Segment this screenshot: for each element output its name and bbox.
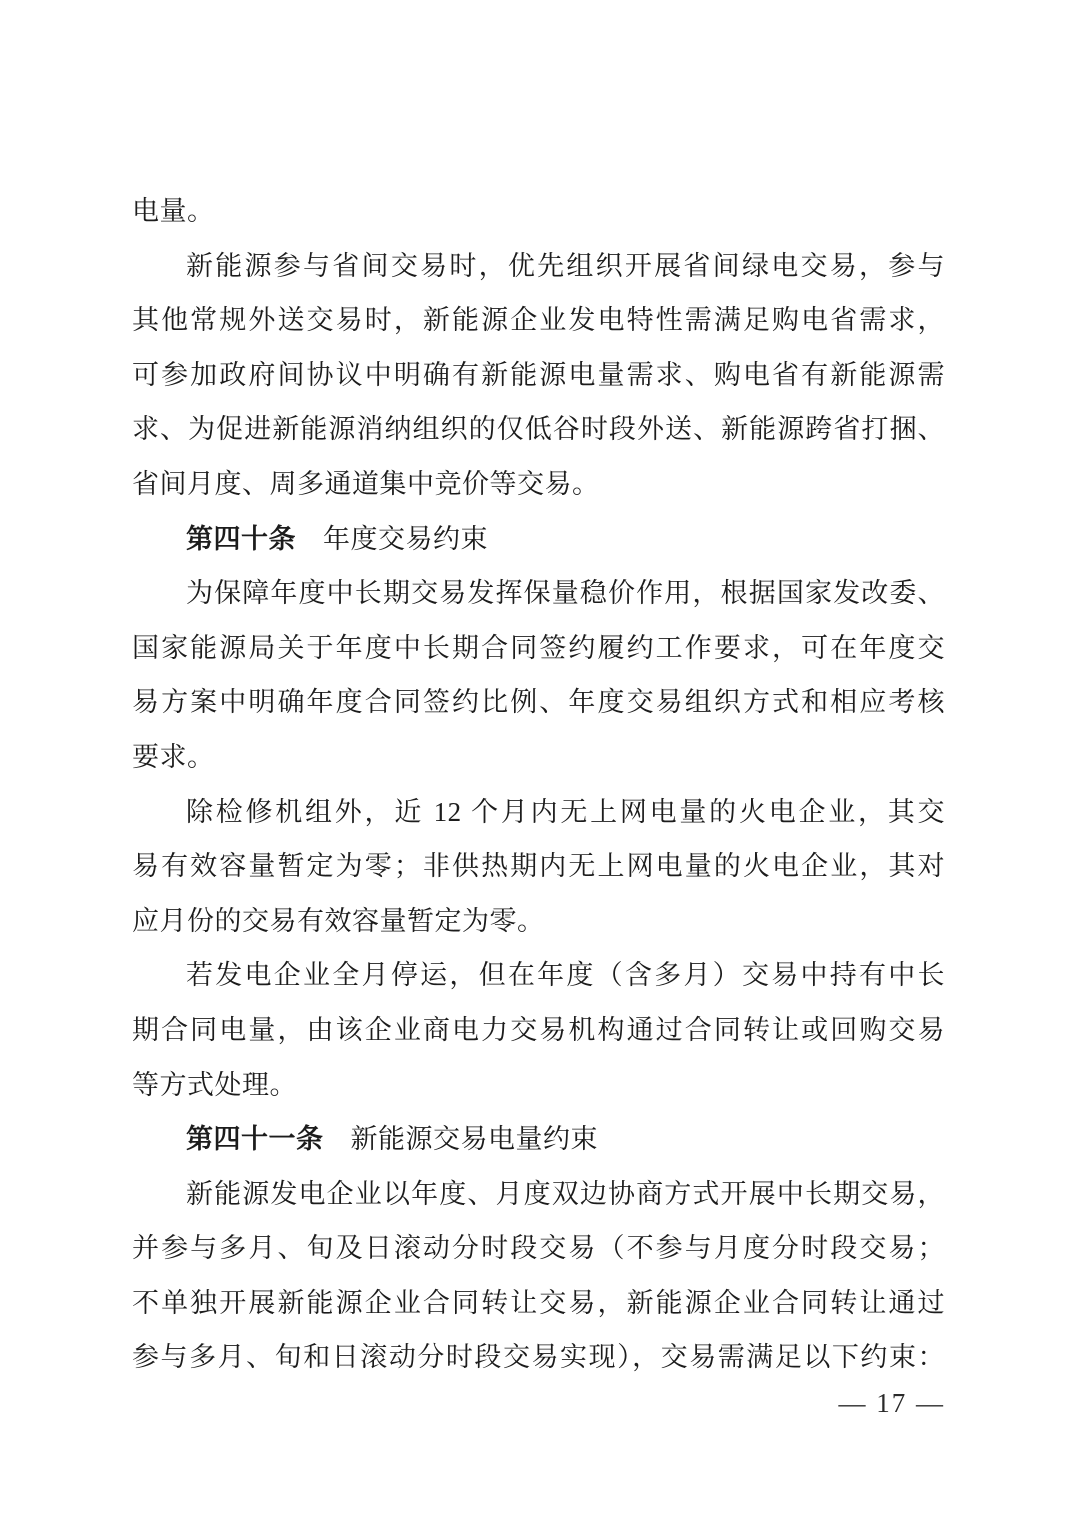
text-line [132, 1003, 945, 1058]
line-text: 除检修机组外，近 12 个月内无上网电量的火电企业，其交 [186, 796, 945, 827]
line-text: 并参与多月、旬及日滚动分时段交易（不参与月度分时段交易； [132, 1233, 945, 1264]
line-text: 国家能源局关于年度中长期合同签约履约工作要求，可在年度交 [132, 632, 945, 663]
line-text: 若发电企业全月停运，但在年度（含多月）交易中持有中长 [186, 960, 945, 991]
line-text: 要求。 [132, 741, 215, 772]
line-text: 可参加政府间协议中明确有新能源电量需求、购电省有新能源需 [132, 359, 945, 390]
text-line [132, 1330, 945, 1385]
line-text: 其他常规外送交易时，新能源企业发电特性需满足购电省需求， [132, 305, 945, 336]
text-line [132, 839, 945, 894]
text-line [132, 621, 945, 676]
text-line [132, 675, 945, 730]
text-line [132, 293, 945, 348]
line-text: 应月份的交易有效容量暂定为零。 [132, 905, 545, 936]
article-title: 新能源交易电量约束 [350, 1124, 598, 1155]
line-text: 易有效容量暂定为零；非供热期内无上网电量的火电企业，其对 [132, 851, 945, 882]
text-line [132, 785, 945, 840]
text-line [132, 1167, 945, 1222]
line-text: 新能源发电企业以年度、月度双边协商方式开展中长期交易， [186, 1178, 945, 1209]
line-text: 新能源参与省间交易时，优先组织开展省间绿电交易，参与 [186, 250, 945, 281]
line-text: 期合同电量，由该企业商电力交易机构通过合同转让或回购交易 [132, 1014, 945, 1045]
text-line [132, 184, 945, 239]
line-text: 为保障年度中长期交易发挥保量稳价作用，根据国家发改委、 [186, 578, 945, 609]
text-line [132, 730, 945, 785]
page-number: — 17 — [838, 1388, 945, 1418]
text-line [132, 566, 945, 621]
text-line [132, 348, 945, 403]
text-line [132, 1221, 945, 1276]
text-line [132, 894, 945, 949]
article-title: 年度交易约束 [323, 523, 488, 554]
article-number: 第四十条 [186, 523, 296, 554]
article-number: 第四十一条 [186, 1124, 324, 1155]
text-line [132, 457, 945, 512]
line-text: 电量。 [132, 196, 215, 226]
line-text: 省间月度、周多通道集中竞价等交易。 [132, 468, 600, 499]
text-line [132, 239, 945, 294]
text-line [132, 402, 945, 457]
line-text: 参与多月、旬和日滚动分时段交易实现），交易需满足以下约束： [132, 1342, 945, 1373]
text-line [132, 948, 945, 1003]
article-heading-line [132, 512, 945, 567]
page-footer [839, 1388, 946, 1418]
line-text: 易方案中明确年度合同签约比例、年度交易组织方式和相应考核 [132, 687, 945, 718]
line-text: 等方式处理。 [132, 1069, 297, 1100]
article-heading-line [132, 1112, 945, 1167]
text-line [132, 1058, 945, 1113]
text-block [132, 184, 945, 1385]
line-text: 求、为促进新能源消纳组织的仅低谷时段外送、新能源跨省打捆、 [132, 414, 945, 445]
line-text: 不单独开展新能源企业合同转让交易，新能源企业合同转让通过 [132, 1287, 945, 1318]
text-line [132, 1276, 945, 1331]
